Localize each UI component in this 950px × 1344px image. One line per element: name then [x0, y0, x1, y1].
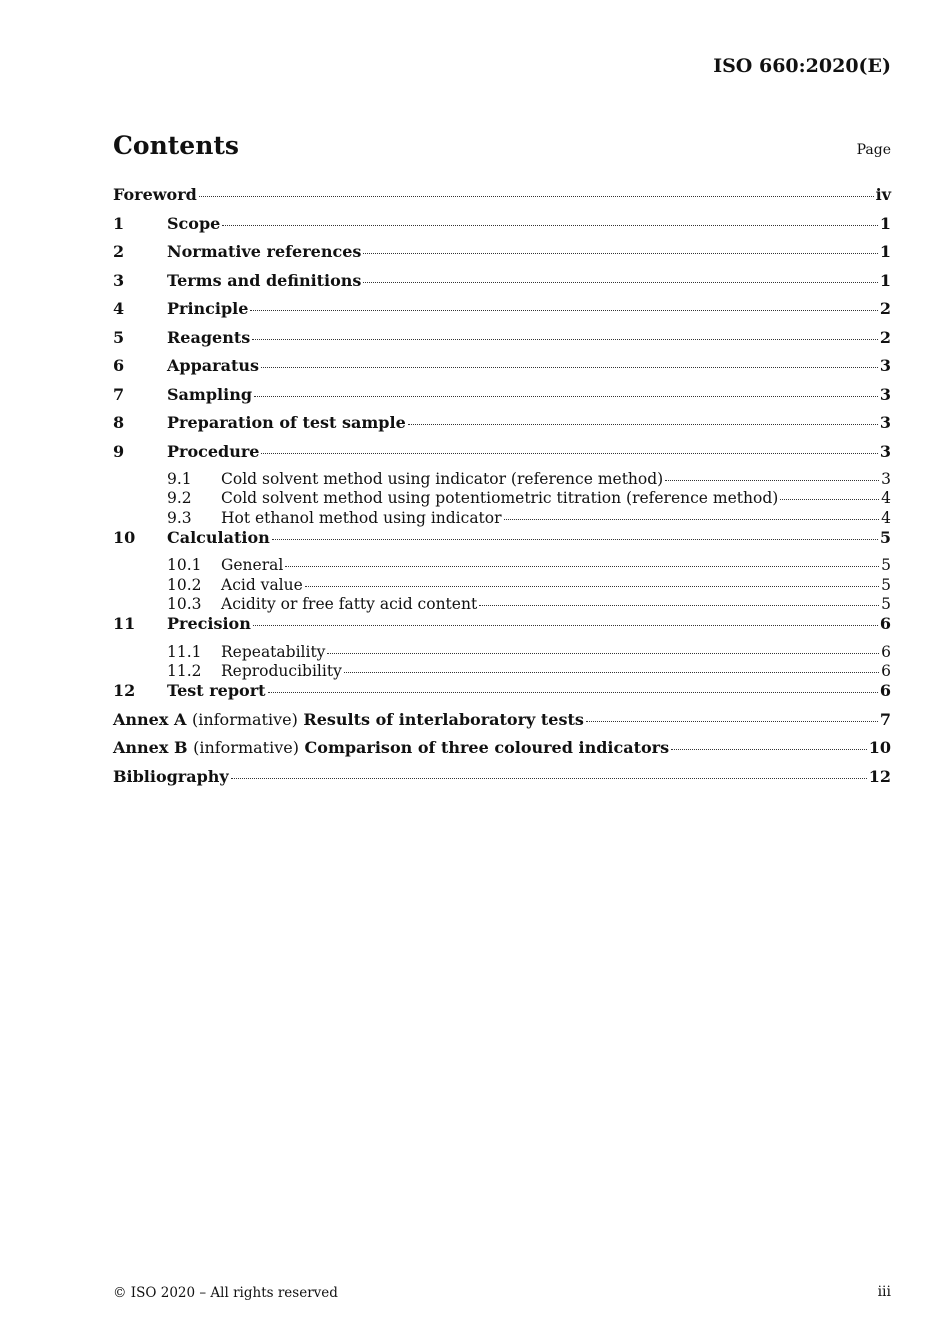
toc-entry-title: Reproducibility [221, 662, 342, 681]
dot-leader [586, 721, 878, 722]
toc-entry-number: 9.2 [167, 489, 192, 508]
toc-entry-page: 4 [881, 508, 891, 527]
toc-entry-page: 6 [879, 614, 891, 634]
dot-leader [199, 196, 874, 197]
dot-leader [231, 778, 867, 779]
toc-entry-number: 7 [113, 384, 125, 404]
toc-entry-title: Normative references [167, 242, 362, 261]
annex-label: Annex B [113, 738, 188, 758]
toc-entry-page: 2 [879, 327, 891, 347]
toc-entry-title: Foreword [113, 185, 197, 204]
annex-type: (informative) [193, 738, 299, 758]
toc-entry[interactable] [113, 489, 891, 508]
toc-entry-page: 6 [881, 662, 891, 681]
toc-entry-number: 9.3 [167, 508, 192, 527]
toc-entry-number: 9.1 [167, 470, 192, 488]
toc-entry[interactable] [113, 614, 891, 643]
page-number: iii [877, 1284, 891, 1300]
toc-entry[interactable] [113, 576, 891, 595]
dot-leader [272, 539, 878, 540]
toc-entry[interactable] [113, 738, 891, 767]
toc-entry-title [113, 738, 669, 757]
dot-leader [327, 653, 879, 654]
toc-entry[interactable] [113, 328, 891, 357]
toc-entry[interactable] [113, 214, 891, 243]
dot-leader [253, 625, 878, 626]
toc-entry-title: Bibliography [113, 766, 229, 786]
toc-entry-page: 2 [879, 299, 891, 318]
toc-entry-title: Procedure [167, 441, 260, 461]
table-of-contents [113, 185, 891, 795]
toc-entry-number: 11 [113, 614, 136, 634]
toc-entry-title: Apparatus [167, 356, 259, 375]
toc-entry[interactable] [113, 356, 891, 385]
toc-entry[interactable] [113, 662, 891, 681]
toc-entry-page: 7 [879, 709, 891, 729]
toc-entry-page: 6 [879, 681, 891, 701]
toc-entry-number: 1 [113, 213, 125, 233]
dot-leader [408, 424, 878, 425]
toc-entry-page: 3 [879, 356, 891, 375]
dot-leader [268, 692, 878, 693]
toc-entry-title: Cold solvent method using indicator (reference method) [221, 470, 664, 488]
toc-entry-title: Precision [167, 614, 251, 634]
toc-entry-title: Repeatability [221, 642, 326, 661]
toc-entry[interactable] [113, 556, 891, 575]
toc-entry[interactable] [113, 710, 891, 739]
toc-entry[interactable] [113, 242, 891, 271]
dot-leader [285, 566, 879, 567]
toc-entry[interactable] [113, 509, 891, 528]
dot-leader [261, 453, 877, 454]
toc-entry-title: Scope [167, 213, 221, 233]
toc-entry-title: Reagents [167, 327, 251, 347]
toc-entry-title: Sampling [167, 384, 253, 404]
toc-entry-number: 8 [113, 413, 125, 432]
toc-entry[interactable] [113, 643, 891, 662]
dot-leader [254, 396, 878, 397]
toc-entry-title: Hot ethanol method using indicator [221, 508, 502, 527]
toc-entry-page: 3 [879, 441, 891, 461]
dot-leader [261, 367, 878, 368]
toc-entry-number: 5 [113, 327, 125, 347]
page-title: Contents [113, 131, 240, 160]
copyright-notice: © ISO 2020 – All rights reserved [113, 1285, 338, 1301]
toc-entry-number: 4 [113, 299, 125, 318]
toc-entry-title: Principle [167, 299, 249, 318]
toc-entry-page: 5 [879, 527, 891, 547]
toc-entry-title: Terms and definitions [167, 270, 362, 290]
toc-entry-number: 10.1 [167, 556, 202, 575]
dot-leader [363, 253, 877, 254]
dot-leader [344, 672, 879, 673]
dot-leader [504, 519, 880, 520]
annex-type: (informative) [191, 709, 298, 729]
page-column-label: Page [856, 142, 891, 158]
toc-entry-page: 3 [881, 470, 891, 488]
document-id: ISO 660:2020(E) [713, 55, 891, 77]
toc-entry-page: 6 [881, 642, 891, 661]
toc-entry[interactable] [113, 271, 891, 300]
toc-entry-title: Test report [167, 681, 266, 701]
toc-entry-page: 1 [879, 213, 891, 233]
toc-entry-page: 1 [879, 270, 891, 290]
toc-entry-page: 4 [881, 489, 891, 508]
toc-entry[interactable] [113, 299, 891, 328]
toc-entry[interactable] [113, 442, 891, 471]
toc-entry-page: 3 [879, 384, 891, 404]
toc-entry[interactable] [113, 470, 891, 489]
toc-entry-number: 11.1 [167, 642, 202, 661]
toc-entry-page: 1 [879, 242, 891, 261]
dot-leader [479, 605, 879, 606]
toc-entry-page: 3 [879, 413, 891, 432]
annex-title: Results of interlaboratory tests [303, 709, 584, 729]
toc-entry-number: 12 [113, 681, 136, 701]
toc-entry-page: 5 [881, 575, 891, 594]
dot-leader [363, 282, 877, 283]
toc-entry-page: 10 [868, 738, 891, 758]
toc-entry-title [113, 710, 584, 729]
toc-entry-number: 9 [113, 441, 125, 461]
toc-entry-title: Acid value [221, 575, 303, 594]
dot-leader [671, 749, 867, 750]
toc-entry-title: Acidity or free fatty acid content [221, 594, 478, 613]
dot-leader [250, 310, 877, 311]
toc-entry-number: 10.3 [167, 594, 202, 613]
toc-entry[interactable] [113, 681, 891, 710]
toc-entry-number: 10 [113, 527, 136, 547]
toc-entry-page: iv [875, 185, 891, 204]
toc-entry-title: Cold solvent method using potentiometric titration (reference method) [221, 489, 779, 508]
toc-entry-page: 12 [868, 766, 891, 786]
toc-entry[interactable] [113, 413, 891, 442]
toc-entry-number: 6 [113, 356, 125, 375]
toc-entry-number: 2 [113, 242, 125, 261]
annex-title: Comparison of three coloured indicators [304, 738, 670, 758]
toc-entry-number: 10.2 [167, 575, 202, 594]
dot-leader [305, 586, 879, 587]
toc-entry[interactable] [113, 595, 891, 614]
toc-entry-title: Calculation [167, 527, 270, 547]
dot-leader [780, 499, 879, 500]
toc-entry-page: 5 [881, 594, 891, 613]
dot-leader [252, 339, 878, 340]
annex-label: Annex A [113, 709, 187, 729]
toc-entry-number: 11.2 [167, 662, 202, 681]
toc-entry-title: General [221, 556, 284, 575]
toc-entry-title: Preparation of test sample [167, 413, 406, 432]
toc-entry[interactable] [113, 767, 891, 796]
toc-entry[interactable] [113, 528, 891, 557]
dot-leader [665, 480, 879, 481]
toc-entry[interactable] [113, 185, 891, 214]
dot-leader [222, 225, 878, 226]
toc-entry[interactable] [113, 385, 891, 414]
toc-entry-number: 3 [113, 270, 125, 290]
toc-entry-page: 5 [881, 556, 891, 575]
